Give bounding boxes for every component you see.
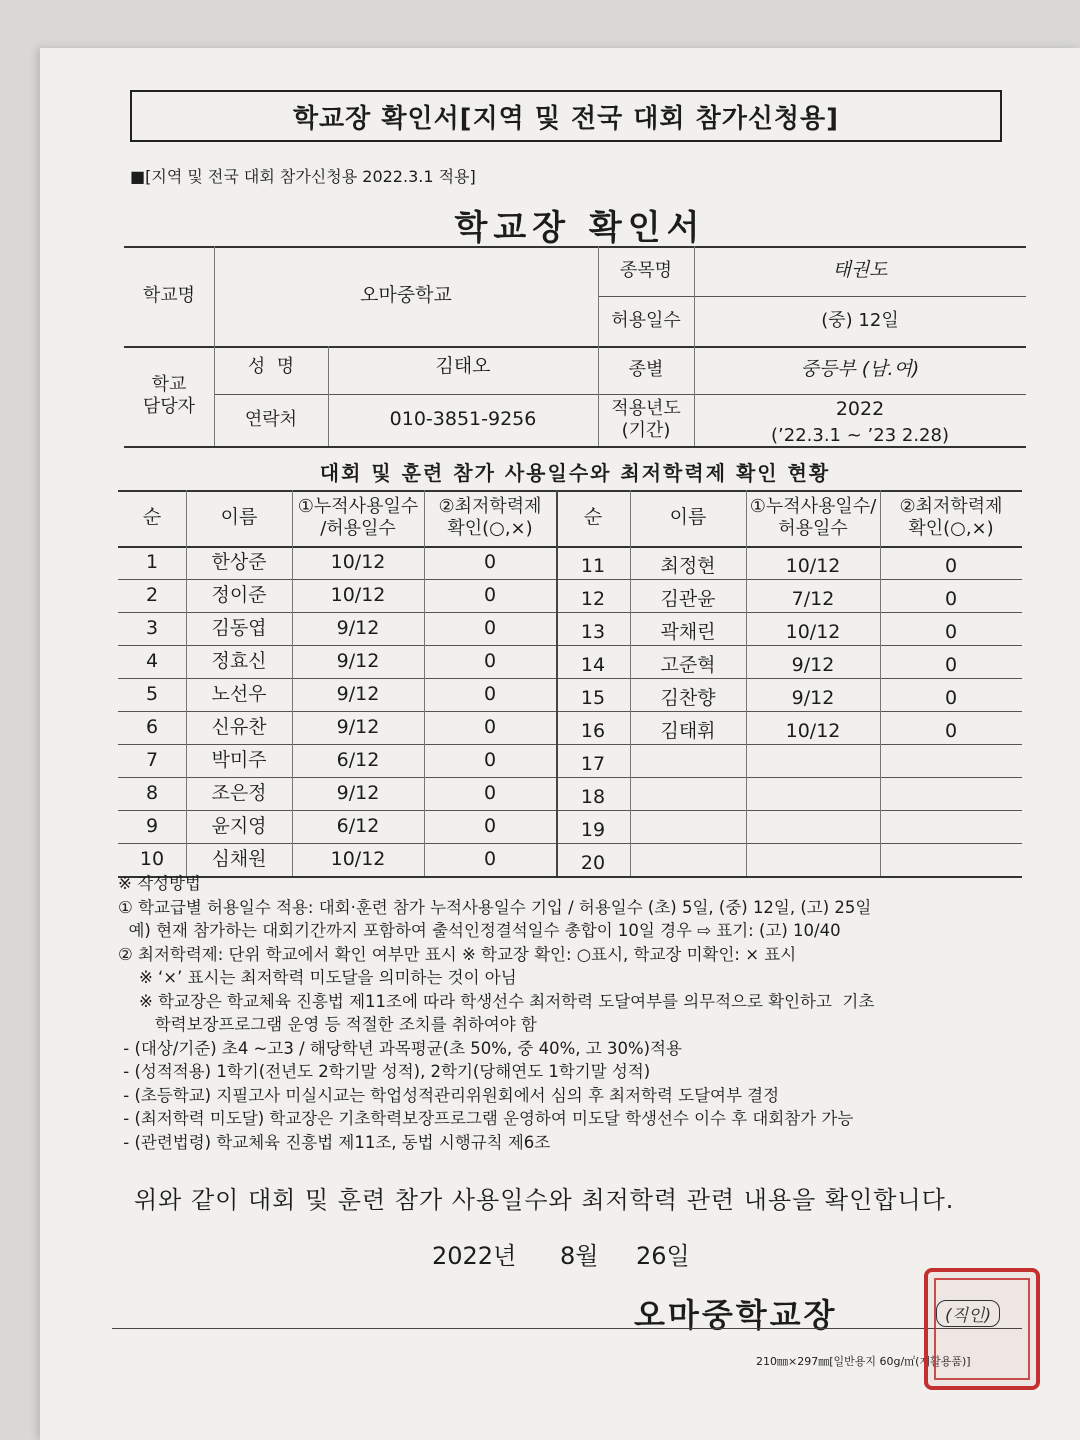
left-row-days: 10/12 xyxy=(330,583,386,606)
left-row-check: 0 xyxy=(483,616,497,639)
banner-title: 학교장 확인서[지역 및 전국 대회 참가신청용] xyxy=(130,90,1002,142)
sport-label: 종목명 xyxy=(619,259,673,281)
left-row-days: 9/12 xyxy=(336,715,380,738)
header-name-right: 이름 xyxy=(669,506,707,529)
left-row-check: 0 xyxy=(483,583,497,606)
bottom-line xyxy=(112,1328,1022,1329)
right-row-name xyxy=(630,748,746,781)
contact-value: 010-3851-9256 xyxy=(389,408,537,431)
left-row-no: 7 xyxy=(145,748,159,771)
left-row-no: 4 xyxy=(145,649,159,672)
note-line: ※ 학교장은 학교체육 진흥법 제11조에 따라 학생선수 최저학력 도달여부를 의무적으로 확인하고 기초 xyxy=(118,991,875,1011)
left-row-name: 신유찬 xyxy=(211,715,267,738)
right-row-name xyxy=(630,814,746,847)
left-row-name: 박미주 xyxy=(211,748,267,771)
notes-section xyxy=(118,872,1028,1154)
left-row-check: 0 xyxy=(483,847,497,870)
right-row-check: 0 xyxy=(944,554,958,577)
right-row-name: 김찬향 xyxy=(660,686,716,709)
left-row-days: 9/12 xyxy=(336,649,380,672)
left-row-name: 정이준 xyxy=(211,583,267,606)
table-title: 대회 및 훈련 참가 사용일수와 최저학력제 확인 현황 xyxy=(319,460,831,485)
left-row-days: 9/12 xyxy=(336,616,380,639)
right-row-check xyxy=(880,781,1022,814)
left-row-check: 0 xyxy=(483,715,497,738)
left-row-check: 0 xyxy=(483,682,497,705)
left-row-check: 0 xyxy=(483,649,497,672)
right-row-name: 최정현 xyxy=(660,554,716,577)
left-row-name: 윤지영 xyxy=(211,814,267,837)
paper-spec-note: 210㎜×297㎜[일반용지 60g/㎡(재활용품)] xyxy=(756,1355,971,1368)
left-row-check: 0 xyxy=(483,781,497,804)
allowed-days-value: (중) 12일 xyxy=(821,309,899,331)
school-label: 학교명 xyxy=(142,284,196,306)
left-row-days: 9/12 xyxy=(336,781,380,804)
right-row-days: 9/12 xyxy=(791,653,835,676)
right-row-days: 7/12 xyxy=(791,587,835,610)
right-row-name: 김태휘 xyxy=(660,719,716,742)
right-row-check: 0 xyxy=(944,719,958,742)
left-row-no: 3 xyxy=(145,616,159,639)
principal-name: 오마중학교장 xyxy=(634,1296,838,1334)
official-seal-stamp xyxy=(924,1268,1040,1390)
left-row-name: 정효신 xyxy=(211,649,267,672)
right-row-days: 10/12 xyxy=(785,554,841,577)
left-row-name: 김동엽 xyxy=(211,616,267,639)
date-year: 2022년 xyxy=(432,1242,517,1270)
header-no-left: 순 xyxy=(142,506,162,529)
left-row-check: 0 xyxy=(483,814,497,837)
left-row-no: 2 xyxy=(145,583,159,606)
header-check-right: ②최저학력제 확인(○,×) xyxy=(899,495,1003,539)
period-range: (’22.3.1 ~ ’23 2.28) xyxy=(771,424,949,446)
right-row-days: 10/12 xyxy=(785,620,841,643)
left-row-days: 10/12 xyxy=(330,847,386,870)
left-row-days: 6/12 xyxy=(336,748,380,771)
left-row-no: 1 xyxy=(145,550,159,573)
right-row-days xyxy=(746,781,880,814)
confirmation-text: 위와 같이 대회 및 훈련 참가 사용일수와 최저학력 관련 내용을 확인합니다. xyxy=(134,1186,955,1214)
period-year: 2022 xyxy=(835,398,885,421)
right-row-name: 김관윤 xyxy=(660,587,716,610)
note-line: - (관련법령) 학교체육 진흥법 제11조, 동법 시행규칙 제6조 xyxy=(118,1132,551,1152)
header-no-right: 순 xyxy=(583,506,603,529)
left-row-no: 10 xyxy=(139,847,165,870)
right-row-no: 16 xyxy=(580,719,606,742)
right-row-days xyxy=(746,814,880,847)
date-day: 26일 xyxy=(636,1242,690,1270)
note-line: ※ 작성방법 xyxy=(118,874,201,893)
name-value: 김태오 xyxy=(435,355,491,378)
note-line: - (성적적용) 1학기(전년도 2학기말 성적), 2학기(당해연도 1학기말 성적) xyxy=(118,1062,651,1081)
left-row-name: 한상준 xyxy=(211,550,267,573)
note-line: - (대상/기준) 초4 ~고3 / 해당학년 과목평균(초 50%, 중 40%, 고 30%)적용 xyxy=(118,1038,682,1058)
note-line: - (최저학력 미도달) 학교장은 기초학력보장프로그램 운영하여 미도달 학생선수 이수 후 대회참가 가능 xyxy=(118,1109,854,1128)
period-label: 적용년도 (기간) xyxy=(611,397,681,441)
left-row-name: 노선우 xyxy=(211,682,267,705)
header-name-left: 이름 xyxy=(220,506,258,529)
left-row-name: 심채원 xyxy=(211,847,267,870)
right-row-days xyxy=(746,748,880,781)
left-row-days: 6/12 xyxy=(336,814,380,837)
name-label: 성 명 xyxy=(247,355,295,377)
right-row-name xyxy=(630,781,746,814)
left-row-no: 8 xyxy=(145,781,159,804)
note-line: 예) 현재 참가하는 대회기간까지 포함하여 출석인정결석일수 총합이 10일 경우 ⇨ 표기: (고) 10/40 xyxy=(118,921,841,940)
manager-label: 학교 담당자 xyxy=(142,373,196,417)
right-row-no: 20 xyxy=(580,851,606,874)
seal-label: (직인) xyxy=(936,1300,1000,1327)
left-row-days: 9/12 xyxy=(336,682,380,705)
right-row-check: 0 xyxy=(944,686,958,709)
right-row-no: 12 xyxy=(580,587,606,610)
contact-label: 연락처 xyxy=(244,408,298,430)
sport-value: 태권도 xyxy=(832,259,888,282)
right-row-no: 19 xyxy=(580,818,606,841)
right-row-no: 15 xyxy=(580,686,606,709)
note-line: ① 학교급별 허용일수 적용: 대회·훈련 참가 누적사용일수 기입 / 허용일수 (초) 5일, (중) 12일, (고) 25일 xyxy=(118,897,872,917)
right-row-days: 10/12 xyxy=(785,719,841,742)
right-row-no: 11 xyxy=(580,554,606,577)
left-row-name: 조은정 xyxy=(211,781,267,804)
right-row-check: 0 xyxy=(944,620,958,643)
note-line: 학력보장프로그램 운영 등 적절한 조치를 취하여야 함 xyxy=(118,1015,537,1034)
allowed-days-label: 허용일수 xyxy=(611,309,681,331)
category-value: 중등부 (남.여) xyxy=(800,358,920,381)
left-row-no: 6 xyxy=(145,715,159,738)
left-row-no: 9 xyxy=(145,814,159,837)
note-line: - (초등학교) 지필고사 미실시교는 학업성적관리위원회에서 심의 후 최저학력 도달여부 결정 xyxy=(118,1085,780,1105)
header-days-right: ①누적사용일수/ 허용일수 xyxy=(749,495,877,539)
note-line: ② 최저학력제: 단위 학교에서 확인 여부만 표시 ※ 학교장 확인: ○표시, 학교장 미확인: × 표시 xyxy=(118,944,797,964)
header-check-left: ②최저학력제 확인(○,×) xyxy=(438,495,542,539)
right-row-no: 18 xyxy=(580,785,606,808)
date-month: 8월 xyxy=(560,1242,599,1270)
subtitle-note: ■[지역 및 전국 대회 참가신청용 2022.3.1 적용] xyxy=(130,167,476,186)
right-row-check xyxy=(880,748,1022,781)
right-row-name: 고준혁 xyxy=(660,653,716,676)
left-row-check: 0 xyxy=(483,550,497,573)
category-label: 종별 xyxy=(628,358,664,380)
right-row-days: 9/12 xyxy=(791,686,835,709)
note-line: ※ ‘×’ 표시는 최저학력 미도달을 의미하는 것이 아님 xyxy=(118,968,517,987)
right-row-no: 17 xyxy=(580,752,606,775)
right-row-check xyxy=(880,814,1022,847)
document-title: 학교장 확인서 xyxy=(454,208,706,248)
left-row-check: 0 xyxy=(483,748,497,771)
school-value: 오마중학교 xyxy=(360,284,452,307)
right-row-check: 0 xyxy=(944,653,958,676)
right-row-check: 0 xyxy=(944,587,958,610)
right-row-no: 14 xyxy=(580,653,606,676)
left-row-days: 10/12 xyxy=(330,550,386,573)
header-days-left: ①누적사용일수 /허용일수 xyxy=(297,495,419,539)
right-row-no: 13 xyxy=(580,620,606,643)
right-row-name: 곽채린 xyxy=(660,620,716,643)
left-row-no: 5 xyxy=(145,682,159,705)
